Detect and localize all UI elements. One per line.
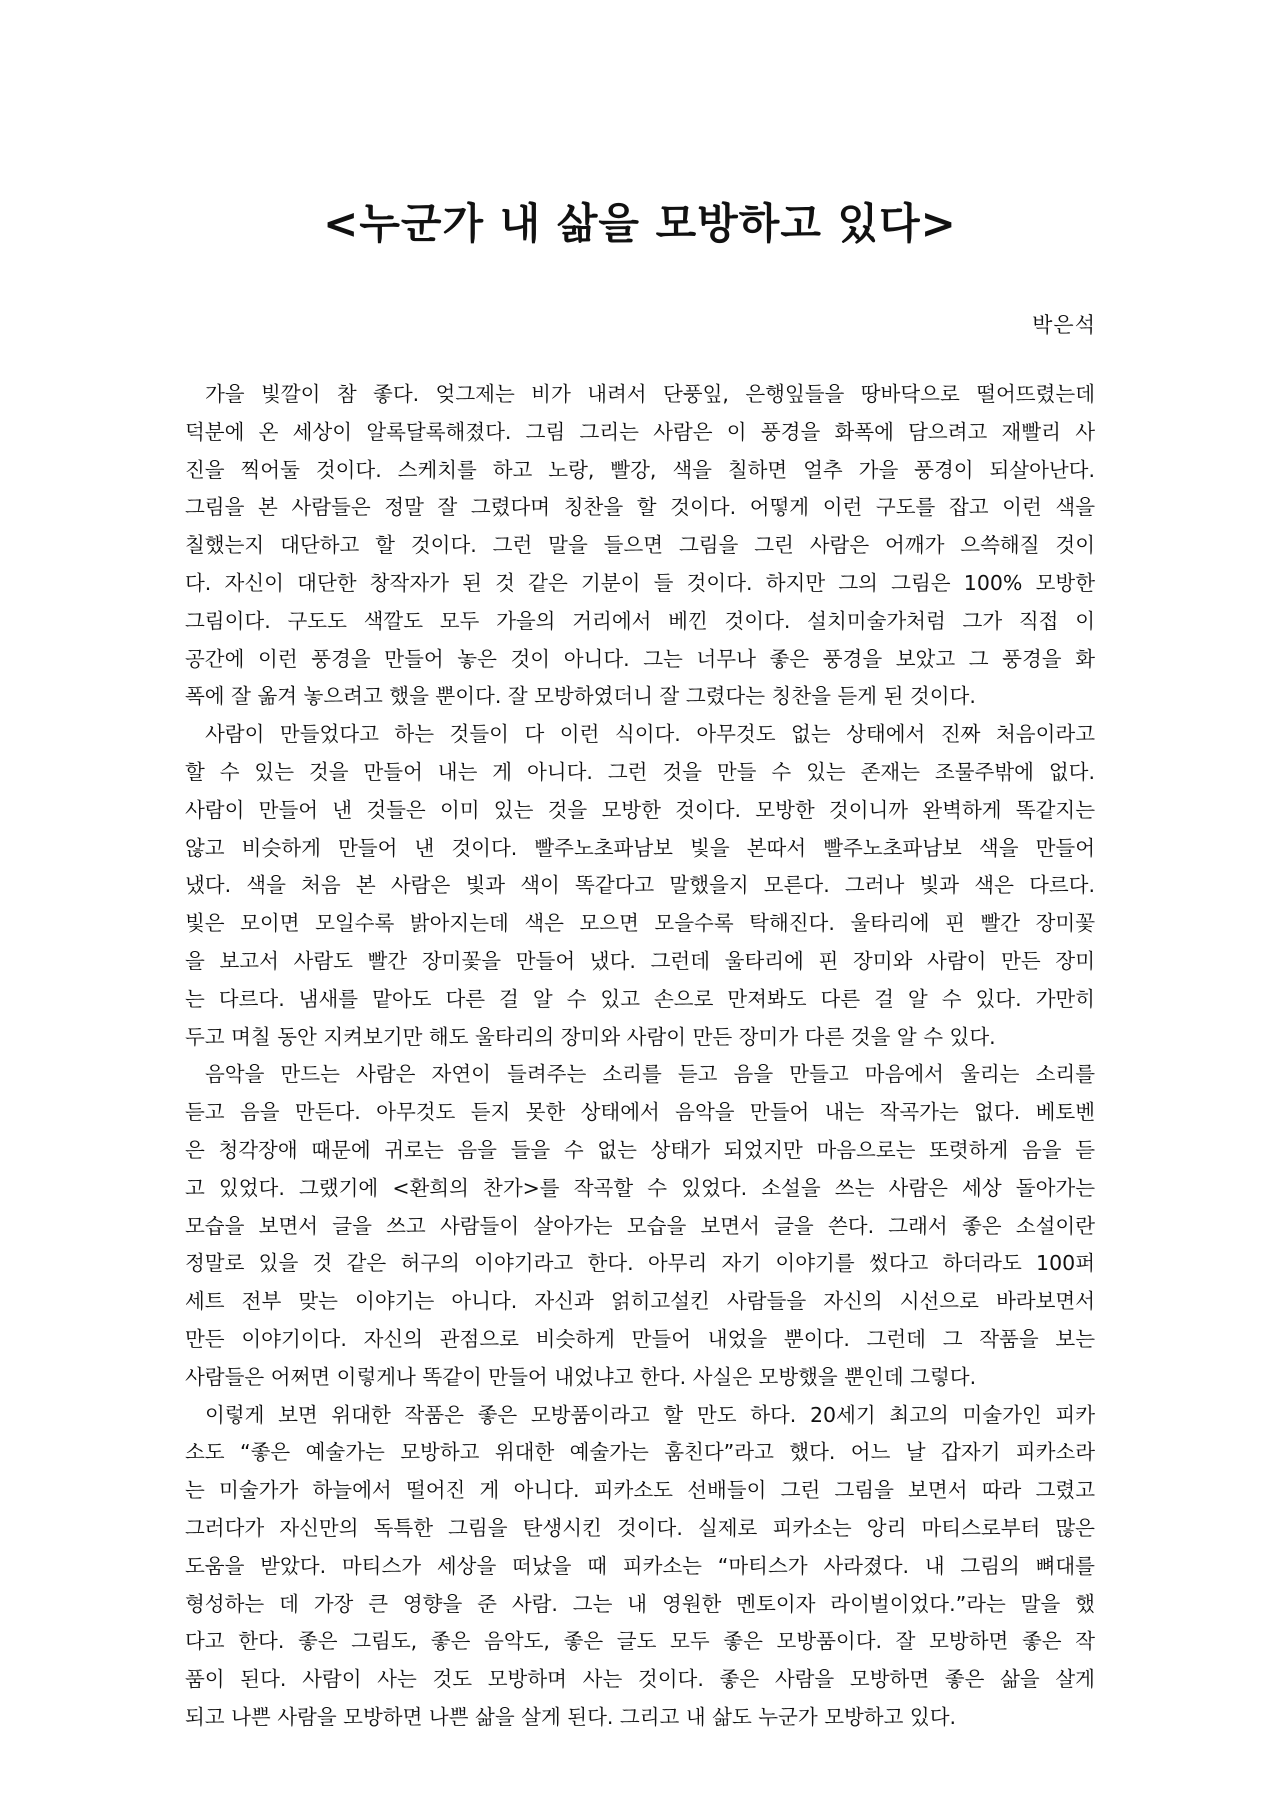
body-line: 은 청각장애 때문에 귀로는 음을 들을 수 없는 상태가 되었지만 마음으로는 또렷하게 음을 듣 xyxy=(185,1137,1095,1162)
author-name: 박은석 xyxy=(1032,313,1096,337)
body-line: 품이 된다. 사람이 사는 것도 모방하며 사는 것이다. 좋은 사람을 모방하면 좋은 삶을 살게 xyxy=(185,1667,1095,1692)
body-line: 않고 비슷하게 만들어 낸 것이다. 빨주노초파남보 빛을 본따서 빨주노초파남보 색을 만들어 xyxy=(185,835,1095,860)
body-line: 폭에 잘 옮겨 놓으려고 했을 뿐이다. 잘 모방하였더니 잘 그렸다는 칭찬을 듣게 된 것이다. xyxy=(185,684,976,709)
body-line: 빛은 모이면 모일수록 밝아지는데 색은 모으면 모을수록 탁해진다. 울타리에 핀 빨간 장미꽃 xyxy=(185,911,1095,936)
body-line: 정말로 있을 것 같은 허구의 이야기라고 한다. 아무리 자기 이야기를 썼다고 하더라도 100퍼 xyxy=(185,1251,1095,1276)
body-line: 가을 빛깔이 참 좋다. 엊그제는 비가 내려서 단풍잎, 은행잎들을 땅바닥으로 떨어뜨렸는데 xyxy=(205,382,1095,406)
body-line: 다. 자신이 대단한 창작자가 된 것 같은 기분이 들 것이다. 하지만 그의 그림은 100% 모방한 xyxy=(185,570,1095,595)
body-line: 그림을 본 사람들은 정말 잘 그렸다며 칭찬을 할 것이다. 어떻게 이런 구도를 잡고 이런 색을 xyxy=(185,495,1095,520)
body-line: 소도 “좋은 예술가는 모방하고 위대한 예술가는 훔친다”라고 했다. 어느 날 갑자기 피카소라 xyxy=(185,1440,1095,1465)
body-line: 듣고 음을 만든다. 아무것도 듣지 못한 상태에서 음악을 만들어 내는 작곡가는 없다. 베토벤 xyxy=(185,1100,1095,1125)
body-line: 칠했는지 대단하고 할 것이다. 그런 말을 들으면 그림을 그린 사람은 어깨가 으쓱해질 것이 xyxy=(185,533,1095,558)
body-line: 그림이다. 구도도 색깔도 모두 가을의 거리에서 베낀 것이다. 설치미술가처럼 그가 직접 이 xyxy=(185,608,1095,633)
essay-body xyxy=(185,376,1095,1737)
body-line: 냈다. 색을 처음 본 사람은 빛과 색이 똑같다고 말했을지 모른다. 그러나 빛과 색은 다르다. xyxy=(185,873,1095,898)
body-line: 만든 이야기이다. 자신의 관점으로 비슷하게 만들어 내었을 뿐이다. 그런데 그 작품을 보는 xyxy=(185,1326,1095,1351)
body-line: 모습을 보면서 글을 쓰고 사람들이 살아가는 모습을 보면서 글을 쓴다. 그래서 좋은 소설이란 xyxy=(185,1213,1095,1238)
body-line: 고 있었다. 그랬기에 <환희의 찬가>를 작곡할 수 있었다. 소설을 쓰는 사람은 세상 돌아가는 xyxy=(185,1175,1095,1200)
body-line: 그러다가 자신만의 독특한 그림을 탄생시킨 것이다. 실제로 피카소는 앙리 마티스로부터 많은 xyxy=(185,1515,1095,1540)
body-line: 는 다르다. 냄새를 맡아도 다른 걸 알 수 있고 손으로 만져봐도 다른 걸 알 수 있다. 가만히 xyxy=(185,986,1095,1011)
body-line: 이렇게 보면 위대한 작품은 좋은 모방품이라고 할 만도 하다. 20세기 최고의 미술가인 피카 xyxy=(205,1402,1095,1427)
body-line: 할 수 있는 것을 만들어 내는 게 아니다. 그런 것을 만들 수 있는 존재는 조물주밖에 없다. xyxy=(185,759,1095,784)
body-line: 사람이 만들어 낸 것들은 이미 있는 것을 모방한 것이다. 모방한 것이니까 완벽하게 똑같지는 xyxy=(185,797,1095,822)
body-line: 되고 나쁜 사람을 모방하면 나쁜 삶을 살게 된다. 그리고 내 삶도 누군가 모방하고 있다. xyxy=(185,1704,957,1729)
body-line: 사람들은 어쩌면 이렇게나 똑같이 만들어 내었냐고 한다. 사실은 모방했을 뿐인데 그렇다. xyxy=(185,1364,977,1389)
body-line: 공간에 이런 풍경을 만들어 놓은 것이 아니다. 그는 너무나 좋은 풍경을 보았고 그 풍경을 화 xyxy=(185,646,1095,671)
body-line: 진을 찍어둘 것이다. 스케치를 하고 노랑, 빨강, 색을 칠하면 얼추 가을 풍경이 되살아난다. xyxy=(185,457,1095,482)
body-line: 두고 며칠 동안 지켜보기만 해도 울타리의 장미와 사람이 만든 장미가 다른 것을 알 수 있다. xyxy=(185,1024,996,1049)
body-line: 사람이 만들었다고 하는 것들이 다 이런 식이다. 아무것도 없는 상태에서 진짜 처음이라고 xyxy=(205,722,1095,747)
body-line: 는 미술가가 하늘에서 떨어진 게 아니다. 피카소도 선배들이 그린 그림을 보면서 따라 그렸고 xyxy=(185,1478,1095,1503)
body-line: 도움을 받았다. 마티스가 세상을 떠났을 때 피카소는 “마티스가 사라졌다. 내 그림의 뼈대를 xyxy=(185,1553,1095,1578)
document-title: <누군가 내 삶을 모방하고 있다> xyxy=(323,199,957,248)
body-line: 다고 한다. 좋은 그림도, 좋은 음악도, 좋은 글도 모두 좋은 모방품이다. 잘 모방하면 좋은 작 xyxy=(185,1629,1095,1654)
body-line: 덕분에 온 세상이 알록달록해졌다. 그림 그리는 사람은 이 풍경을 화폭에 담으려고 재빨리 사 xyxy=(185,419,1095,444)
body-line: 을 보고서 사람도 빨간 장미꽃을 만들어 냈다. 그런데 울타리에 핀 장미와 사람이 만든 장미 xyxy=(185,948,1095,973)
body-line: 음악을 만드는 사람은 자연이 들려주는 소리를 듣고 음을 만들고 마음에서 울리는 소리를 xyxy=(205,1062,1095,1087)
body-line: 형성하는 데 가장 큰 영향을 준 사람. 그는 내 영원한 멘토이자 라이벌이었다.”라는 말을 했 xyxy=(185,1591,1095,1616)
body-line: 세트 전부 맞는 이야기는 아니다. 자신과 얽히고설킨 사람들을 자신의 시선으로 바라보면서 xyxy=(185,1289,1095,1314)
